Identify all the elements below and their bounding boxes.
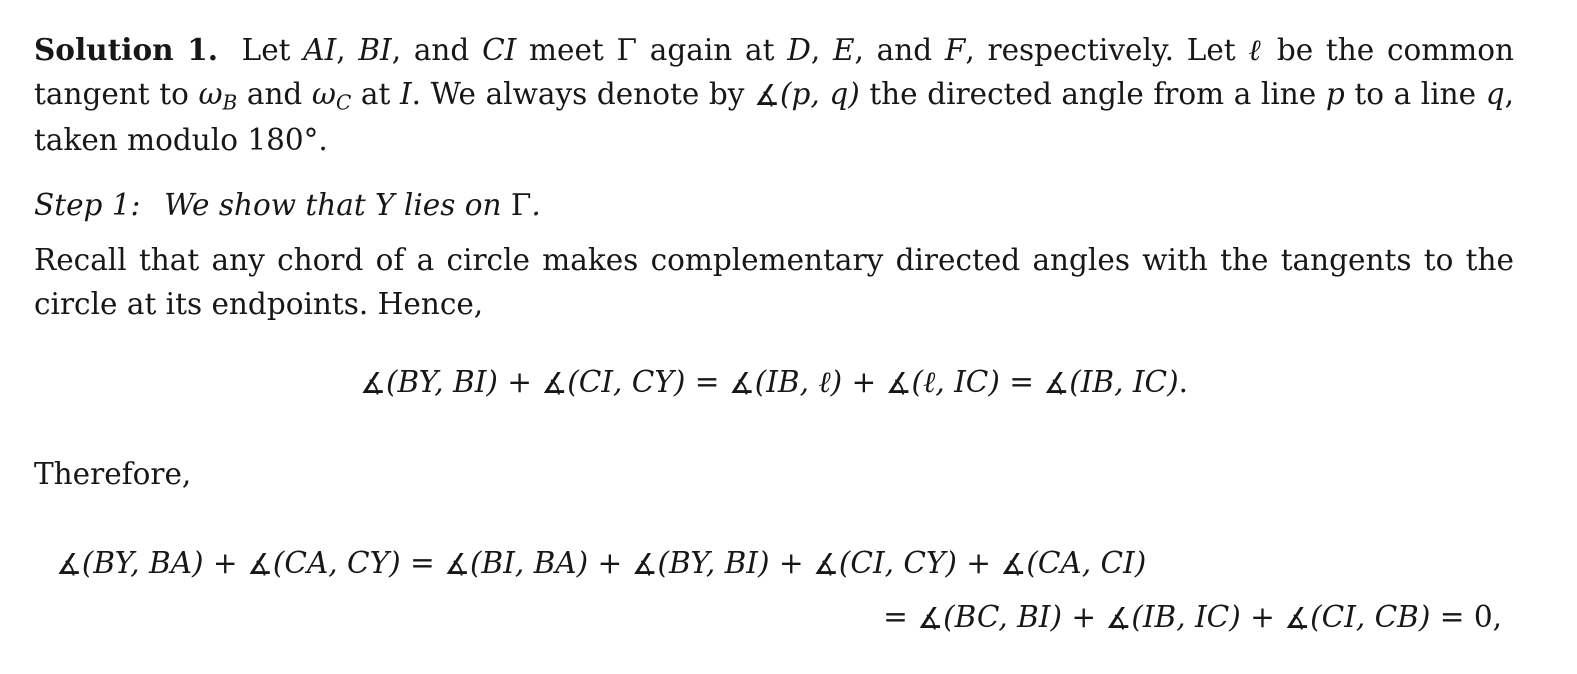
math-ell: ℓ <box>1248 33 1265 67</box>
eq2b-op-2: + <box>1240 600 1285 634</box>
angle-args-pq: (p, q) <box>779 77 860 112</box>
eq2a-term <box>632 546 770 580</box>
angle-glyph-icon: ∡ <box>631 547 658 581</box>
eq1-term <box>729 365 842 399</box>
eq1-term <box>1043 365 1178 399</box>
math-q: q <box>1485 77 1505 112</box>
angle-glyph-icon: ∡ <box>360 366 386 400</box>
recall-paragraph: Recall that any chord of a circle makes complementary directed angles with the tangents to the circle at its endpoints. Hence, <box>34 243 1514 322</box>
eq2a-term <box>56 546 204 580</box>
solution-intro-paragraph <box>34 28 1514 162</box>
angle-glyph-icon: ∡ <box>917 601 944 635</box>
math-p: p <box>1325 77 1345 112</box>
eq2b-lead-equals: = <box>883 600 918 634</box>
math-omega-b <box>198 77 238 115</box>
angle-glyph-icon: ∡ <box>754 78 780 113</box>
intro-text-8: , respectively. Let <box>965 33 1249 67</box>
intro-text-7: , and <box>854 33 945 67</box>
angle-glyph-icon: ∡ <box>1284 601 1311 635</box>
eq1-angle-2: (CI, CY) <box>567 365 686 399</box>
math-bi: BI <box>358 33 392 67</box>
eq2a-angle-6: (CA, CI) <box>1026 546 1147 580</box>
eq2b-op-1: + <box>1061 600 1106 634</box>
eq1-op-4: = <box>999 365 1044 399</box>
directed-angle-pq <box>754 77 860 111</box>
math-gamma: Γ <box>616 33 638 67</box>
eq2a-op-5: + <box>956 546 1001 580</box>
eq2b-angle-1: (BC, BI) <box>943 600 1062 634</box>
angle-glyph-icon: ∡ <box>1043 366 1070 400</box>
eq1-term <box>541 365 685 399</box>
eq1-op-1: + <box>497 365 542 399</box>
angle-glyph-icon: ∡ <box>1105 601 1132 635</box>
omega-c-base: ω <box>311 77 336 112</box>
eq2a-op-3: + <box>588 546 632 580</box>
intro-text-10: and <box>237 77 312 112</box>
therefore-paragraph: Therefore, <box>34 457 192 491</box>
math-i: I <box>399 77 412 112</box>
eq2a-op-1: + <box>203 546 247 580</box>
intro-text-6: , <box>810 33 833 67</box>
intro-text-11: at <box>351 77 400 112</box>
eq2a-term <box>1000 546 1146 580</box>
eq2b-term <box>917 600 1062 634</box>
eq2b-angle-2: (IB, IC) <box>1131 600 1241 634</box>
math-gamma-step1: Γ <box>510 188 532 222</box>
intro-text-15: , taken modulo 180 <box>34 77 1514 157</box>
step-1-text-2: lies on <box>394 188 511 222</box>
angle-glyph-icon: ∡ <box>444 547 471 581</box>
eq2b-term <box>1284 600 1430 634</box>
eq2a-term <box>813 546 957 580</box>
eq2b-op-3: = 0, <box>1430 600 1502 634</box>
intro-text-9: be the common tangent to <box>34 33 1514 112</box>
angle-glyph-icon: ∡ <box>812 547 839 581</box>
math-ai: AI <box>303 33 337 67</box>
eq2a-angle-3: (BI, BA) <box>470 546 589 580</box>
eq2a-term <box>444 546 588 580</box>
equation-2-line-2 <box>34 600 1502 634</box>
eq2b-angle-3: (CI, CB) <box>1310 600 1431 634</box>
eq1-angle-4: (ℓ, IC) <box>911 365 1000 399</box>
omega-b-base: ω <box>198 77 223 112</box>
math-e: E <box>832 33 855 67</box>
solution-label: Solution 1. <box>34 32 219 67</box>
eq2a-op-4: + <box>769 546 813 580</box>
math-d: D <box>787 33 811 67</box>
intro-text-13: the directed angle from a line <box>859 77 1326 112</box>
math-y: Y <box>375 188 395 222</box>
eq2a-angle-5: (CI, CY) <box>838 546 957 580</box>
omega-c-subscript: C <box>335 90 352 115</box>
intro-text-5: again at <box>637 33 788 67</box>
eq2a-angle-1: (BY, BA) <box>81 546 204 580</box>
eq2a-op-2: = <box>400 546 445 580</box>
eq2a-angle-2: (CA, CY) <box>272 546 401 580</box>
intro-text-12: . We always denote by <box>411 77 755 112</box>
eq1-op-2: = <box>685 365 729 399</box>
math-ci: CI <box>482 33 517 67</box>
eq1-angle-3: (IB, ℓ) <box>754 365 843 399</box>
intro-text-14: to a line <box>1344 77 1486 112</box>
equation-2-line-1 <box>56 546 1536 580</box>
intro-text-16: . <box>318 122 328 157</box>
degree-symbol: ° <box>303 122 319 157</box>
eq2a-angle-4: (BY, BI) <box>657 546 770 580</box>
angle-glyph-icon: ∡ <box>247 547 273 581</box>
step-1-text-1: We show that <box>164 188 376 222</box>
eq2b-term <box>1105 600 1240 634</box>
step-1-text-3: . <box>531 188 541 222</box>
angle-glyph-icon: ∡ <box>885 366 912 400</box>
intro-text-3: , and <box>391 33 483 67</box>
eq1-term <box>360 365 498 399</box>
step-1-heading <box>34 183 1514 227</box>
intro-text-1: Let <box>241 33 304 67</box>
step-1-label: Step 1: <box>34 188 141 222</box>
omega-b-subscript: B <box>222 90 238 115</box>
eq1-op-3: + <box>842 365 886 399</box>
eq2a-term <box>247 546 401 580</box>
eq1-op-5: . <box>1178 365 1188 399</box>
angle-glyph-icon: ∡ <box>728 366 755 400</box>
math-f: F <box>944 33 966 67</box>
eq1-term <box>886 365 1000 399</box>
angle-glyph-icon: ∡ <box>1000 547 1027 581</box>
intro-text-2: , <box>336 33 359 67</box>
math-omega-c <box>311 77 352 115</box>
equation-1 <box>34 365 1514 400</box>
eq1-angle-1: (BY, BI) <box>385 365 498 399</box>
intro-text-4: meet <box>516 33 617 67</box>
angle-glyph-icon: ∡ <box>541 366 568 400</box>
eq1-angle-5: (IB, IC) <box>1069 365 1179 399</box>
angle-glyph-icon: ∡ <box>56 547 82 581</box>
